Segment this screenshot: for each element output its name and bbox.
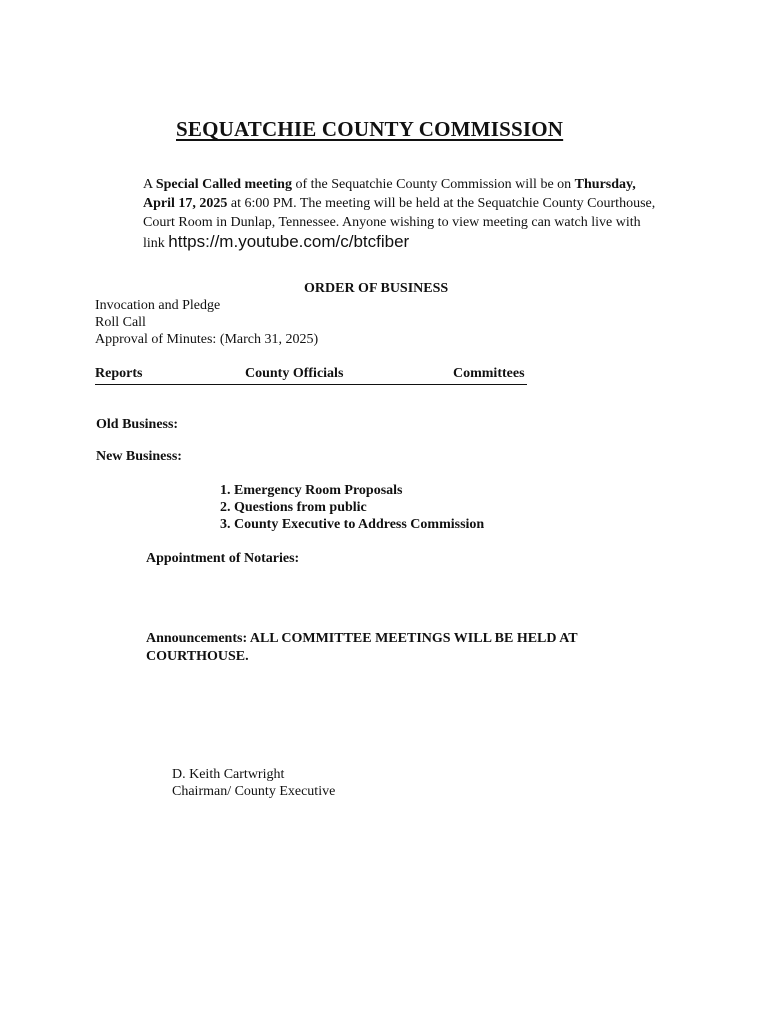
signature-role: Chairman/ County Executive — [172, 784, 336, 799]
list-item: 2. Questions from public — [220, 500, 367, 515]
list-item: 1. Emergency Room Proposals — [220, 483, 403, 498]
new-business-heading: New Business: — [96, 449, 182, 464]
county-officials-label: County Officials — [245, 366, 344, 381]
signature-name: D. Keith Cartwright — [172, 767, 285, 782]
appointment-heading: Appointment of Notaries: — [146, 551, 300, 566]
notice-meeting-type: Special Called meeting — [155, 177, 292, 192]
notice-text-3: at 6:00 PM. The meeting will be held at the Sequatchie County Courthouse, Court Room in Dunlap, Tennessee. Anyone wishing to view meeting can watch live with link — [143, 196, 656, 251]
livestream-link[interactable]: https://m.youtube.com/c/btcfiber — [168, 232, 410, 251]
agenda-item-invocation: Invocation and Pledge — [95, 298, 221, 313]
order-of-business-heading: ORDER OF BUSINESS — [304, 281, 449, 296]
agenda-item-minutes: Approval of Minutes: (March 31, 2025) — [95, 332, 319, 347]
reports-label: Reports — [95, 366, 143, 381]
notice-text-1: A — [143, 177, 156, 192]
list-item: 3. County Executive to Address Commission — [220, 517, 485, 532]
meeting-notice — [143, 175, 663, 253]
document-title: SEQUATCHIE COUNTY COMMISSION — [176, 117, 564, 141]
announcements-text: Announcements: ALL COMMITTEE MEETINGS WILL BE HELD AT COURTHOUSE. — [146, 631, 578, 664]
notice-text-2: of the Sequatchie County Commission will be on — [291, 177, 575, 192]
reports-row — [95, 366, 527, 385]
committees-label: Committees — [453, 366, 525, 381]
new-business-list — [220, 482, 484, 533]
notice-meeting-date: Thursday, April 17, 2025 — [143, 177, 636, 211]
agenda-item-roll-call: Roll Call — [95, 315, 146, 330]
old-business-heading: Old Business: — [96, 417, 179, 432]
